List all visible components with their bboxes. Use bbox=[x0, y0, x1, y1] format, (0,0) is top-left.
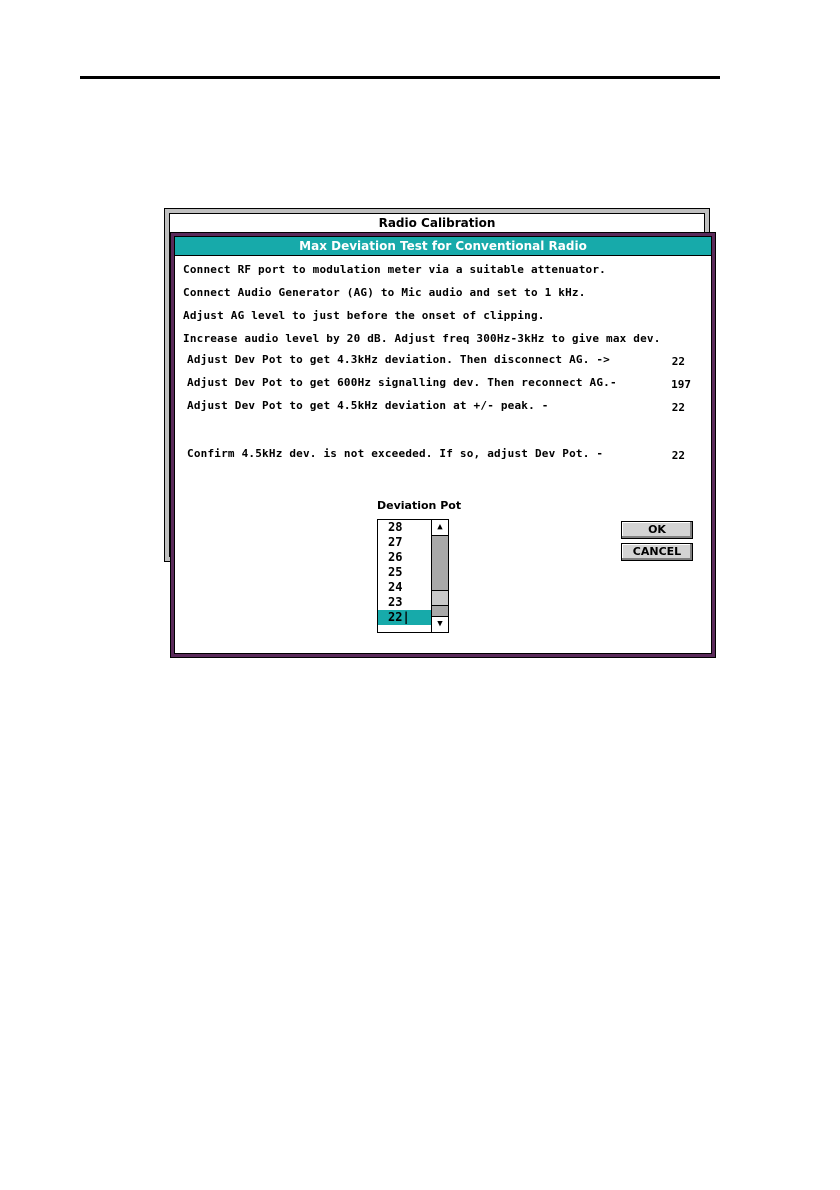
step-4-text: Confirm 4.5kHz dev. is not exceeded. If so, adjust Dev Pot. - bbox=[187, 447, 604, 460]
deviation-pot-label: Deviation Pot bbox=[377, 499, 462, 512]
scroll-up-arrow-icon[interactable]: ▲ bbox=[432, 520, 448, 536]
instruction-2: Connect Audio Generator (AG) to Mic audio and set to 1 kHz. bbox=[183, 286, 586, 299]
radio-calibration-title: Radio Calibration bbox=[170, 214, 704, 233]
list-item[interactable]: 27 bbox=[388, 535, 403, 549]
list-item[interactable]: 28 bbox=[388, 520, 403, 534]
scroll-down-arrow-icon[interactable]: ▼ bbox=[432, 616, 448, 632]
step-2-text: Adjust Dev Pot to get 600Hz signalling dev. Then reconnect AG.- bbox=[187, 376, 617, 389]
step-1-text: Adjust Dev Pot to get 4.3kHz deviation. Then disconnect AG. -> bbox=[187, 353, 610, 366]
ok-button[interactable]: OK bbox=[621, 521, 693, 539]
instruction-1: Connect RF port to modulation meter via a suitable attenuator. bbox=[183, 263, 606, 276]
deviation-pot-items bbox=[378, 520, 432, 625]
step-4-value: 22 bbox=[671, 449, 685, 462]
list-item[interactable]: 24 bbox=[388, 580, 403, 594]
dialog-frame bbox=[174, 236, 712, 654]
instruction-4: Increase audio level by 20 dB. Adjust freq 300Hz-3kHz to give max dev. bbox=[183, 332, 661, 345]
list-item[interactable]: 26 bbox=[388, 550, 403, 564]
step-3-text: Adjust Dev Pot to get 4.5kHz deviation at +/- peak. - bbox=[187, 399, 549, 412]
dialog-title: Max Deviation Test for Conventional Radio bbox=[175, 237, 711, 256]
list-item[interactable]: 23 bbox=[388, 595, 403, 609]
step-2-value: 197 bbox=[671, 378, 691, 391]
scrollbar-thumb[interactable] bbox=[432, 590, 448, 606]
deviation-pot-listbox[interactable] bbox=[377, 519, 449, 633]
listbox-scrollbar[interactable] bbox=[431, 520, 448, 632]
max-deviation-dialog bbox=[170, 232, 716, 658]
top-rule bbox=[80, 76, 720, 79]
cancel-button[interactable]: CANCEL bbox=[621, 543, 693, 561]
step-1-value: 22 bbox=[671, 355, 685, 368]
list-item[interactable]: 25 bbox=[388, 565, 403, 579]
step-3-value: 22 bbox=[671, 401, 685, 414]
instruction-3: Adjust AG level to just before the onset of clipping. bbox=[183, 309, 545, 322]
list-item-selected[interactable]: 22| bbox=[378, 610, 432, 625]
